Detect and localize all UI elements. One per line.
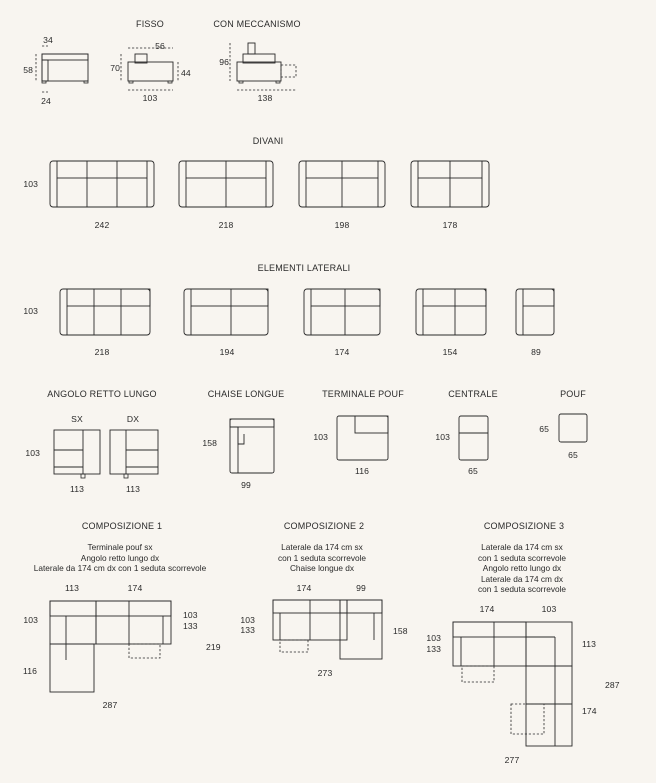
comp2-dim-top-a: 174 [296,583,312,593]
dim-terminale-width: 116 [355,466,369,476]
comp3-dim-right-c: 174 [582,706,597,716]
comp3-layout [453,622,572,746]
comp2-dim-right: 158 [393,626,408,636]
dim-divano-width: 178 [442,220,458,230]
header-chaise: CHAISE LONGUE [207,389,285,399]
header-comp1: COMPOSIZIONE 1 [81,521,163,531]
label-angolo-dx: DX [126,414,140,424]
dim-fisso-back: 56 [155,41,165,51]
dim-fisso-total-height: 70 [110,63,120,73]
dim-pouf-depth: 65 [539,424,549,434]
divano-242 [50,161,154,207]
dim-mecc-height: 96 [219,57,229,67]
label-angolo-sx: SX [71,414,83,424]
dim-divani-depth: 103 [23,179,38,189]
comp3-dim-right-b: 287 [605,680,620,690]
comp2-dim-left-b: 133 [240,625,255,635]
centrale [459,416,488,460]
dim-chaise-width: 99 [241,480,251,490]
comp3-dim-bottom: 277 [504,755,520,765]
terminale-pouf [337,416,388,460]
dim-fisso-depth: 103 [142,93,158,103]
angolo-dx [110,430,158,478]
dim-terminale-depth: 103 [313,432,328,442]
dim-laterali-depth: 103 [23,306,38,316]
pouf [559,414,587,442]
dim-mecc-depth: 138 [257,93,273,103]
chaise-longue [230,419,274,473]
dim-centrale-width: 65 [468,466,478,476]
laterale-194 [184,289,268,335]
comp1-dim-top-a: 113 [65,583,79,593]
dim-laterale-width: 89 [531,347,541,357]
dim-centrale-depth: 103 [435,432,450,442]
divano-198 [299,161,385,207]
comp2-dim-left-a: 103 [240,615,255,625]
angolo-sx [54,430,100,478]
comp1-dim-right-c: 219 [206,642,221,652]
header-terminale: TERMINALE POUF [322,389,404,399]
laterale-89 [516,289,554,335]
header-divani: DIVANI [252,136,284,146]
dim-angolo-dx-width: 113 [126,484,140,494]
comp1-dim-left: 103 [23,615,38,625]
comp3-dim-top-a: 174 [479,604,495,614]
meccanismo-profile [230,43,296,90]
divano-178 [411,161,489,207]
header-centrale: CENTRALE [448,389,498,399]
dim-laterale-width: 218 [94,347,110,357]
comp1-dim-top-b: 174 [127,583,143,593]
dim-angolo-sx-width: 113 [70,484,84,494]
laterale-174 [304,289,380,335]
fisso-back-profile [121,48,178,90]
dim-fisso-arm-top: 34 [43,35,53,45]
header-pouf: POUF [560,389,586,399]
header-angolo: ANGOLO RETTO LUNGO [47,389,157,399]
fisso-arm-profile [36,46,88,92]
comp1-layout [50,601,171,692]
divano-218 [179,161,273,207]
header-comp2: COMPOSIZIONE 2 [283,521,365,531]
header-elementi-laterali: ELEMENTI LATERALI [257,263,351,273]
header-comp3: COMPOSIZIONE 3 [483,521,565,531]
comp3-dim-left-a: 103 [426,633,441,643]
header-con-meccanismo: CON MECCANISMO [213,19,301,29]
comp1-dim-right-b: 133 [183,621,198,631]
dim-pouf-width: 65 [568,450,578,460]
dim-divano-width: 198 [334,220,350,230]
dim-angolo-depth: 103 [25,448,40,458]
comp1-description: Terminale pouf sx Angolo retto lungo dx Laterale da 174 cm dx con 1 seduta scorrevole [33,542,207,573]
dim-fisso-arm-bottom: 24 [41,96,51,106]
comp2-description: Laterale da 174 cm sx con 1 seduta scorrevole Chaise longue dx [277,542,367,573]
dim-divano-width: 218 [218,220,234,230]
header-fisso: FISSO [135,19,165,29]
comp2-layout [273,600,382,659]
comp2-dim-top-b: 99 [356,583,366,593]
comp2-dim-bottom: 273 [317,668,333,678]
comp3-dim-top-b: 103 [541,604,557,614]
dim-laterale-width: 174 [334,347,350,357]
comp1-dim-right-a: 103 [183,610,198,620]
laterale-154 [416,289,486,335]
dim-divano-width: 242 [94,220,110,230]
dim-laterale-width: 194 [219,347,235,357]
laterale-218 [60,289,150,335]
dim-fisso-height: 58 [23,65,33,75]
comp3-dim-right-a: 113 [582,639,596,649]
dim-chaise-length: 158 [202,438,217,448]
comp1-dim-bottom: 287 [102,700,118,710]
comp3-dim-left-b: 133 [426,644,441,654]
comp3-description: Laterale da 174 cm sx con 1 seduta scorrevole Angolo retto lungo dx Laterale da 174 cm dx con 1 seduta scorrevole [477,542,567,594]
dim-fisso-seat: 44 [181,68,191,78]
comp1-dim-left-b: 116 [23,666,37,676]
dim-laterale-width: 154 [442,347,458,357]
